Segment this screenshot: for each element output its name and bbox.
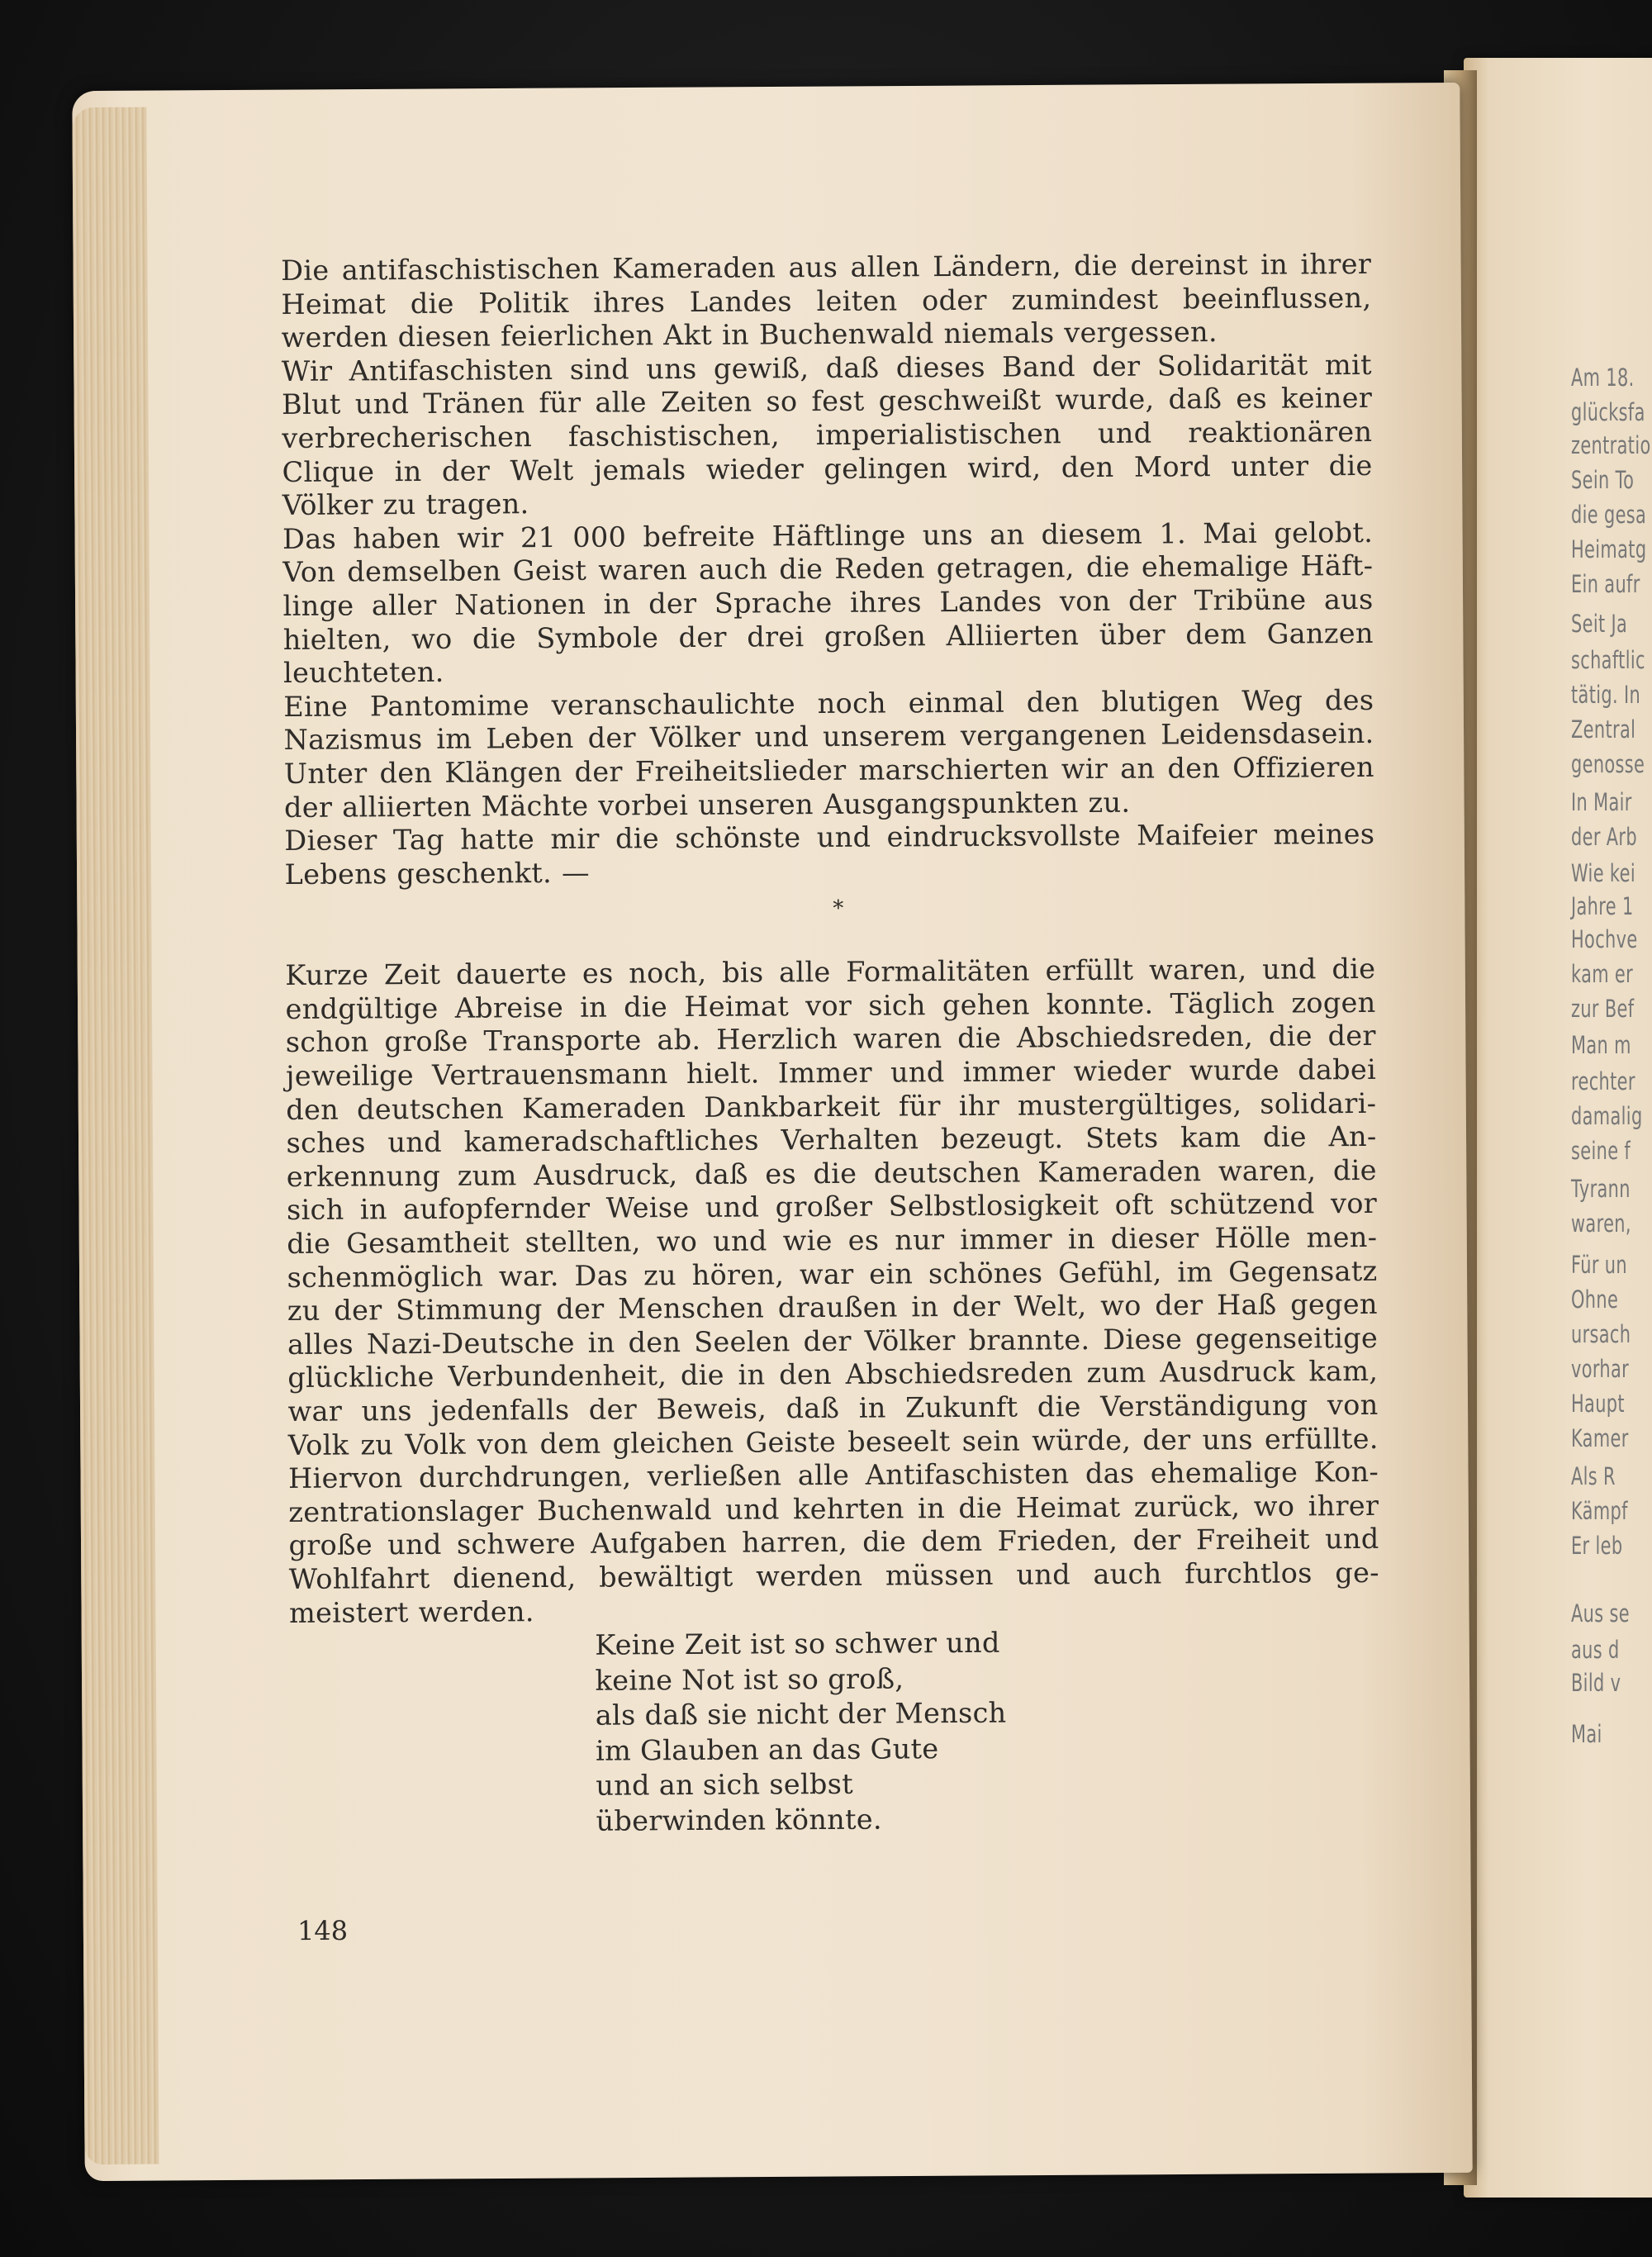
right-page-fragment: tätig. In [1571, 681, 1641, 709]
text-line: sich in aufopfernder Weise und großer Selbstlosigkeit oft schützend vor [286, 1187, 1378, 1227]
right-page-fragment: Man m [1571, 1031, 1631, 1059]
text-line: schon große Transporte ab. Herzlich waren die Abschiedsreden, die der [285, 1019, 1376, 1059]
right-page-fragment: vorhar [1571, 1355, 1630, 1383]
text-line: meistert werden. [288, 1594, 534, 1629]
right-page-fragment: Hochve [1571, 925, 1638, 953]
section-two [285, 953, 1379, 1630]
verse-line: keine Not ist so groß, [595, 1662, 904, 1697]
text-line: hielten, wo die Symbole der drei großen Alliierten über dem Ganzen [282, 616, 1374, 656]
right-page-fragment: ursach [1571, 1320, 1631, 1348]
section-separator: * [833, 896, 844, 922]
text-line: zu der Stimmung der Menschen draußen in der Welt, wo der Haß gegen [287, 1288, 1378, 1328]
text-line: Dieser Tag hatte mir die schönste und eindrucksvollste Maifeier meines [284, 818, 1375, 858]
text-line: glückliche Verbundenheit, die in den Abschiedsreden zum Ausdruck kam, [287, 1355, 1379, 1395]
text-line: Wir Antifaschisten sind uns gewiß, daß dieses Band der Solidarität mit [281, 348, 1372, 387]
text-line: Das haben wir 21 000 befreite Häftlinge uns an diesem 1. Mai gelobt. [282, 516, 1374, 555]
text-line: war uns jedenfalls der Beweis, daß in Zukunft die Verständigung von [287, 1388, 1379, 1428]
text-line: Clique in der Welt jemals wieder gelingen wird, den Mord unter die [282, 449, 1373, 488]
text-line: verbrecherischen faschistischen, imperialistischen und reaktionären [282, 415, 1373, 454]
right-page-fragment: Mai [1571, 1720, 1602, 1748]
page-number: 148 [297, 1914, 349, 1947]
right-page-fragment: Am 18. [1571, 363, 1635, 392]
right-page-fragment: genosse [1571, 750, 1645, 778]
text-line: werden diesen feierlichen Akt in Buchenwald niemals vergessen. [281, 316, 1218, 354]
page-text [281, 248, 1381, 1841]
right-page-fragment: Tyrann [1571, 1175, 1631, 1203]
verse-line: überwinden könnte. [596, 1803, 882, 1837]
section-one [281, 248, 1375, 891]
text-line: Nazismus im Leben der Völker und unserem vergangenen Leidensdasein. [283, 717, 1374, 757]
right-page-fragment: zentratio [1571, 431, 1651, 459]
page-edge [72, 107, 159, 2165]
right-page-fragment: der Arb [1571, 823, 1637, 851]
right-page-fragment: schaftlic [1571, 646, 1645, 674]
text-line: Völker zu tragen. [282, 487, 529, 522]
text-line: alles Nazi-Deutsche in den Seelen der Völker brannte. Diese gegenseitige [287, 1321, 1379, 1361]
right-page-fragment: glücksfa [1571, 398, 1645, 426]
right-page-fragment: Für un [1571, 1251, 1627, 1279]
text-line: den deutschen Kameraden Dankbarkeit für ihr mustergültiges, solidari- [286, 1086, 1377, 1126]
right-page-fragment: damalig [1571, 1102, 1643, 1130]
right-page-fragment: Zentral [1571, 715, 1636, 744]
text-line: große und schwere Aufgaben harren, die dem Frieden, der Freiheit und [288, 1523, 1379, 1562]
right-page-fragment: waren, [1571, 1209, 1631, 1238]
text-line: Kurze Zeit dauerte es noch, bis alle Formalitäten erfüllt waren, und die [285, 953, 1376, 992]
text-line: sches und kameradschaftliches Verhalten bezeugt. Stets kam die An- [286, 1120, 1377, 1160]
text-line: erkennung zum Ausdruck, daß es die deutschen Kameraden waren, die [286, 1153, 1377, 1193]
right-page-fragment: Seit Ja [1571, 610, 1628, 638]
verse-line: Keine Zeit ist so schwer und [595, 1626, 1000, 1661]
text-line: schenmöglich war. Das zu hören, war ein schönes Gefühl, im Gegensatz [287, 1254, 1378, 1294]
text-line: Lebens geschenkt. — [284, 856, 590, 891]
text-line: die Gesamtheit stellten, wo und wie es nur immer in dieser Hölle men- [287, 1220, 1378, 1261]
text-line: zentrationslager Buchenwald und kehrten in die Heimat zurück, wo ihrer [288, 1489, 1379, 1528]
text-line: endgültige Abreise in die Heimat vor sich gehen konnte. Täglich zogen [285, 986, 1376, 1025]
text-line: Blut und Tränen für alle Zeiten so fest geschweißt wurde, daß es keiner [281, 382, 1373, 421]
text-line: Unter den Klängen der Freiheitslieder marschierten wir an den Offizieren [283, 750, 1374, 790]
right-page-fragment: Haupt [1571, 1390, 1625, 1418]
text-line: jeweilige Vertrauensmann hielt. Immer und immer wieder wurde dabei [285, 1052, 1377, 1093]
right-page-fragment: Heimatg [1571, 535, 1647, 563]
text-line: Die antifaschistischen Kameraden aus allen Ländern, die dereinst in ihrer [281, 247, 1372, 287]
text-line: Von demselben Geist waren auch die Reden getragen, die ehemalige Häft- [282, 549, 1374, 589]
right-page-fragment: Ohne [1571, 1285, 1619, 1314]
verse-line: im Glauben an das Gute [595, 1732, 939, 1767]
right-page-fragment: Aus se [1571, 1599, 1630, 1627]
text-line: der alliierten Mächte vorbei unseren Ausgangspunkten zu. [283, 786, 1131, 824]
right-page-fragment: Kamer [1571, 1424, 1629, 1452]
right-page-fragment: Bild v [1571, 1669, 1621, 1697]
right-page-fragment: Ein aufr [1571, 570, 1640, 598]
text-line: Heimat die Politik ihres Landes leiten oder zumindest beeinflussen, [281, 281, 1372, 321]
text-line: Hiervon durchdrungen, verließen alle Antifaschisten das ehemalige Kon- [287, 1456, 1379, 1495]
right-page-fragment: seine f [1571, 1137, 1631, 1165]
right-page-fragment: kam er [1571, 960, 1634, 988]
right-page-fragment: Er leb [1571, 1532, 1623, 1560]
right-page-fragment: Wie kei [1571, 859, 1635, 887]
closing-verse [289, 1623, 1381, 1841]
right-page-fragment: Jahre 1 [1571, 892, 1634, 920]
right-page-fragment: Kämpf [1571, 1497, 1628, 1525]
right-page-fragment: zur Bef [1571, 995, 1635, 1023]
right-page-fragment: In Mair [1571, 788, 1632, 816]
verse-line: als daß sie nicht der Mensch [595, 1696, 1007, 1732]
text-line: Wohlfahrt dienend, bewältigt werden müssen und auch furchtlos ge- [288, 1556, 1379, 1595]
text-line: leuchteten. [282, 655, 444, 690]
right-page-fragment: Sein To [1571, 466, 1635, 494]
right-page-fragment: rechter [1571, 1067, 1635, 1095]
text-line: linge aller Nationen in der Sprache ihres Landes von der Tribüne aus [282, 582, 1374, 622]
text-line: Volk zu Volk von dem gleichen Geiste beseelt sein würde, der uns erfüllte. [287, 1422, 1379, 1461]
right-page-fragment: aus d [1571, 1636, 1620, 1664]
right-page [1464, 58, 1652, 2198]
verse-line: und an sich selbst [596, 1767, 854, 1802]
right-page-fragment: Als R [1571, 1462, 1616, 1490]
right-page-fragment: die gesa [1571, 501, 1647, 529]
text-line: Eine Pantomime veranschaulichte noch einmal den blutigen Weg des [283, 683, 1374, 723]
